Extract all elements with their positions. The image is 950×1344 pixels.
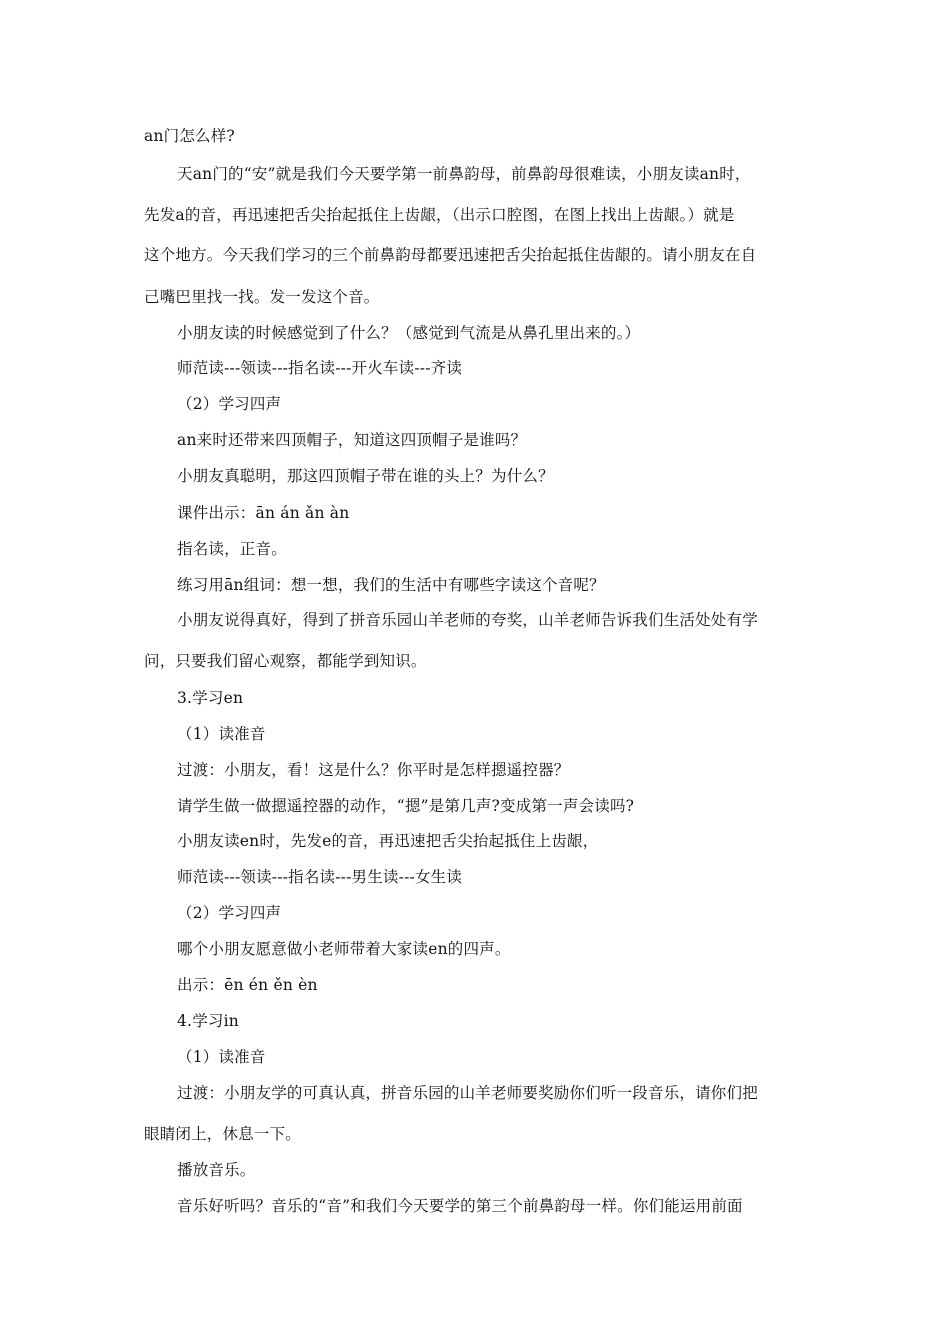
- text-line: （1）读准音: [177, 1048, 266, 1066]
- text-line: 师范读---领读---指名读---开火车读---齐读: [177, 359, 463, 377]
- text-line: an来时还带来四顶帽子，知道这四顶帽子是谁吗？: [177, 431, 527, 449]
- text-line: 小朋友真聪明，那这四顶帽子带在谁的头上？为什么？: [177, 467, 554, 485]
- text-line: 这个地方。今天我们学习的三个前鼻韵母都要迅速把舌尖抬起抵住齿龈的。请小朋友在自: [144, 246, 757, 264]
- text-line: 出示：ēn én ěn èn: [177, 976, 318, 994]
- text-line: 问，只要我们留心观察，都能学到知识。: [144, 652, 427, 670]
- text-line: an门怎么样?: [144, 127, 235, 145]
- text-line: 播放音乐。: [177, 1161, 256, 1179]
- text-line: 请学生做一做摁遥控器的动作，“摁”是第几声?变成第一声会读吗?: [177, 797, 635, 815]
- text-line: 练习用ān组词：想一想，我们的生活中有哪些字读这个音呢？: [177, 576, 605, 594]
- text-line: 3.学习en: [177, 689, 244, 707]
- text-line: 先发a的音，再迅速把舌尖抬起抵住上齿龈，（出示口腔图，在图上找出上齿龈。）就是: [144, 206, 735, 224]
- text-line: 过渡：小朋友，看！这是什么？你平时是怎样摁遥控器？: [177, 761, 570, 779]
- text-line: （2）学习四声: [177, 395, 282, 413]
- text-line: 音乐好听吗？音乐的“音”和我们今天要学的第三个前鼻韵母一样。你们能运用前面: [177, 1197, 743, 1215]
- text-line: 小朋友读的时候感觉到了什么？（感觉到气流是从鼻孔里出来的。）: [177, 324, 641, 342]
- text-line: （1）读准音: [177, 725, 266, 743]
- text-line: 4.学习in: [177, 1012, 239, 1030]
- text-line: 课件出示：ān án ǎn àn: [177, 504, 350, 522]
- text-line: 指名读，正音。: [177, 540, 287, 558]
- text-line: 己嘴巴里找一找。发一发这个音。: [144, 288, 380, 306]
- text-line: （2）学习四声: [177, 904, 282, 922]
- text-line: 哪个小朋友愿意做小老师带着大家读en的四声。: [177, 940, 511, 958]
- text-line: 过渡：小朋友学的可真认真，拼音乐园的山羊老师要奖励你们听一段音乐，请你们把: [177, 1084, 758, 1102]
- text-line: 小朋友读en时，先发e的音，再迅速把舌尖抬起抵住上齿龈，: [177, 832, 599, 850]
- text-line: 天an门的“安”就是我们今天要学第一前鼻韵母，前鼻韵母很难读，小朋友读an时，: [177, 165, 751, 183]
- text-line: 师范读---领读---指名读---男生读---女生读: [177, 868, 463, 886]
- text-line: 眼睛闭上，休息一下。: [144, 1125, 302, 1143]
- text-line: 小朋友说得真好，得到了拼音乐园山羊老师的夸奖，山羊老师告诉我们生活处处有学: [177, 611, 758, 629]
